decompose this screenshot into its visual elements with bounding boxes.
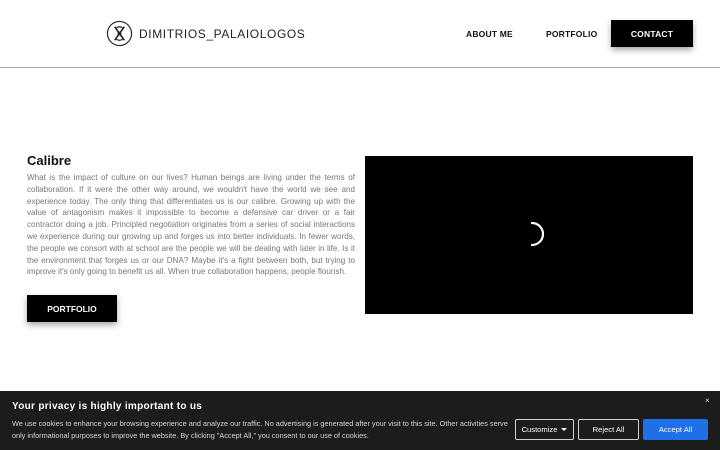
site-header (0, 0, 720, 68)
cookie-banner-title: Your privacy is highly important to us (12, 401, 203, 412)
cookie-reject-all-button[interactable]: Reject All (578, 419, 639, 440)
cookie-accept-all-button[interactable]: Accept All (643, 419, 708, 440)
loading-spinner-icon (518, 221, 544, 247)
cookie-customize-button[interactable] (515, 419, 574, 440)
section-body-text: What is the impact of culture on our lives? Human beings are living under the terms of collaboration. If it were the other way around, we wouldn't have the world we see and experience today. The only thing that differentiates us is our calibre. Growing up with the value of antagonism makes it impossible to become a defensive car driver or a fair contractor doing a job. Principled negotiation originates from a series of social interactions we experience during our growing up and forges us into better individuals. In fewer words, the people we consort with at school are the people we will be dealing with later in life. Is it the environment that forges us or our DNA? Maybe it's a fight between both, but trying to improve it's only going to benefit us all. When true collaboration happens, people flourish. (27, 173, 355, 277)
cookie-banner-text: We use cookies to enhance your browsing experience and analyze our traffic. No advertising is generated after your visit to this site. Other activities serve only informational purposes to improve the website. By clicking "Accept All," you consent to our use of cookies. (12, 419, 508, 440)
close-icon[interactable]: × (705, 396, 710, 405)
portfolio-cta-button[interactable]: PORTFOLIO (27, 295, 117, 322)
nav-portfolio[interactable]: PORTFOLIO (546, 29, 598, 39)
section-title: Calibre (27, 153, 72, 168)
nav-contact-button[interactable]: CONTACT (611, 20, 693, 47)
caret-down-icon (561, 428, 567, 431)
logo[interactable] (106, 20, 305, 47)
logo-text: DIMITRIOS_PALAIOLOGOS (139, 26, 306, 41)
monogram-logo-icon (106, 20, 133, 47)
nav-about-me[interactable]: ABOUT ME (466, 29, 513, 39)
cookie-customize-label: Customize (521, 425, 558, 434)
